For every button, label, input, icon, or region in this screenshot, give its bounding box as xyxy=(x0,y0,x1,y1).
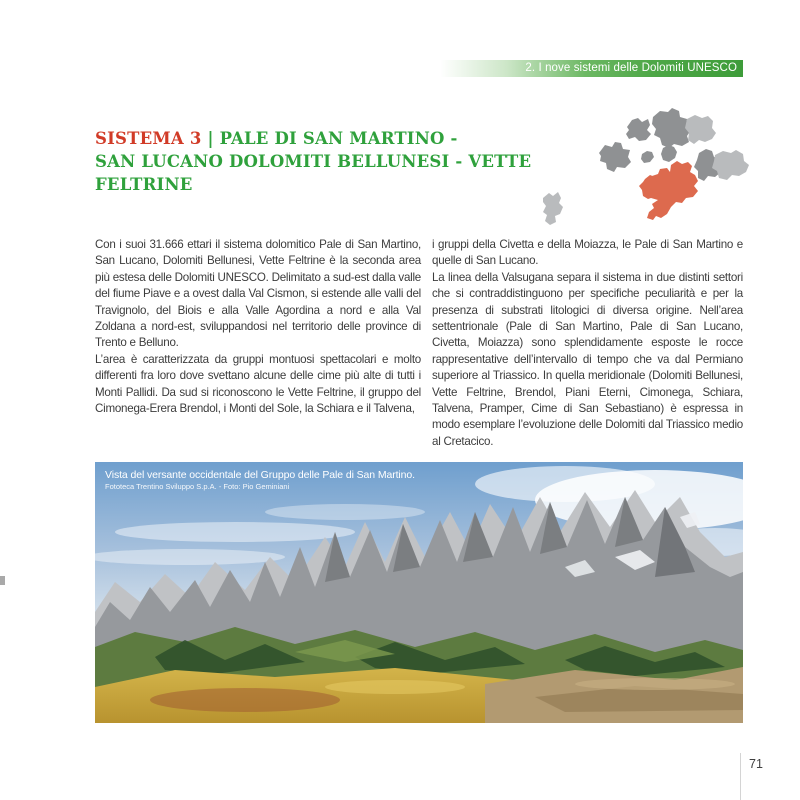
page-number: 71 xyxy=(749,757,763,771)
body-paragraph: Con i suoi 31.666 ettari il sistema dolomitico Pale di San Martino, San Lucano, Dolomiti Bellunesi, Vette Feltrine è la seconda area più estesa delle Dolomiti UNESCO. Delimitato a sud-est dalla valle del fiume Piave e a ovest dalla Val Cismon, si estende alle valli del Travignolo, del Biois e alla Valle Agordina a nord e alla Val Zoldana a nord-est, sviluppandosi nel territorio delle province di Trento e Belluno. xyxy=(95,238,421,350)
body-paragraph: L’area è caratterizzata da gruppi montuosi spettacolari e molto differenti fra loro dove svettano alcune delle cime più alte di tutti i Monti Pallidi. Da sud si riconoscono le Vette Feltrine, il gruppo del Cimonega-Erera Brendol, i Monti del Sole, la Schiara e il Talvena, xyxy=(95,352,421,416)
landscape-photo xyxy=(95,462,743,723)
title-separator: | xyxy=(201,129,220,148)
print-edge-tick xyxy=(0,576,5,585)
body-paragraph: i gruppi della Civetta e della Moiazza, le Pale di San Martino e quelle di San Lucano. xyxy=(432,238,743,268)
body-column-left xyxy=(95,237,421,417)
photo-credit: Fototeca Trentino Sviluppo S.p.A. - Foto: Pio Geminiani xyxy=(105,482,290,491)
dolomiti-systems-map-graphic xyxy=(533,103,751,231)
page-number-rule xyxy=(740,753,741,800)
system-number-label: SISTEMA 3 xyxy=(95,129,202,148)
photo-caption-block xyxy=(105,468,415,492)
mountain-photo-graphic xyxy=(95,462,743,723)
body-paragraph: La linea della Valsugana separa il sistema in due distinti settori che si contraddistinguono per specifiche peculiarità e per la presenza di substrati litologici di diversa origine. Nell’area settentrionale (Pale di San Martino, Pale di San Lucano, Civetta, Moiazza) sono splendidamente esposte le rocce rappresentative dell’intervallo di tempo che va dal Permiano superiore al Triassico. In quella meridionale (Dolomiti Bellunesi, Vette Feltrine, Brendol, Piani Eterni, Cimonega, Schiara, Talvena, Pramper, Cime di San Sebastiano) è espressa in modo esemplare l’evoluzione delle Dolomiti dal Triassico medio al Cretacico. xyxy=(432,270,743,448)
photo-caption: Vista del versante occidentale del Gruppo delle Pale di San Martino. xyxy=(105,469,415,481)
body-column-right xyxy=(432,237,743,450)
chapter-header-label: 2. I nove sistemi delle Dolomiti UNESCO xyxy=(525,62,737,74)
chapter-header-bar xyxy=(440,60,743,77)
title-line1: PALE DI SAN MARTINO - xyxy=(219,129,458,148)
title-line2: SAN LUCANO DOLOMITI BELLUNESI - VETTE FELTRINE xyxy=(95,152,532,194)
